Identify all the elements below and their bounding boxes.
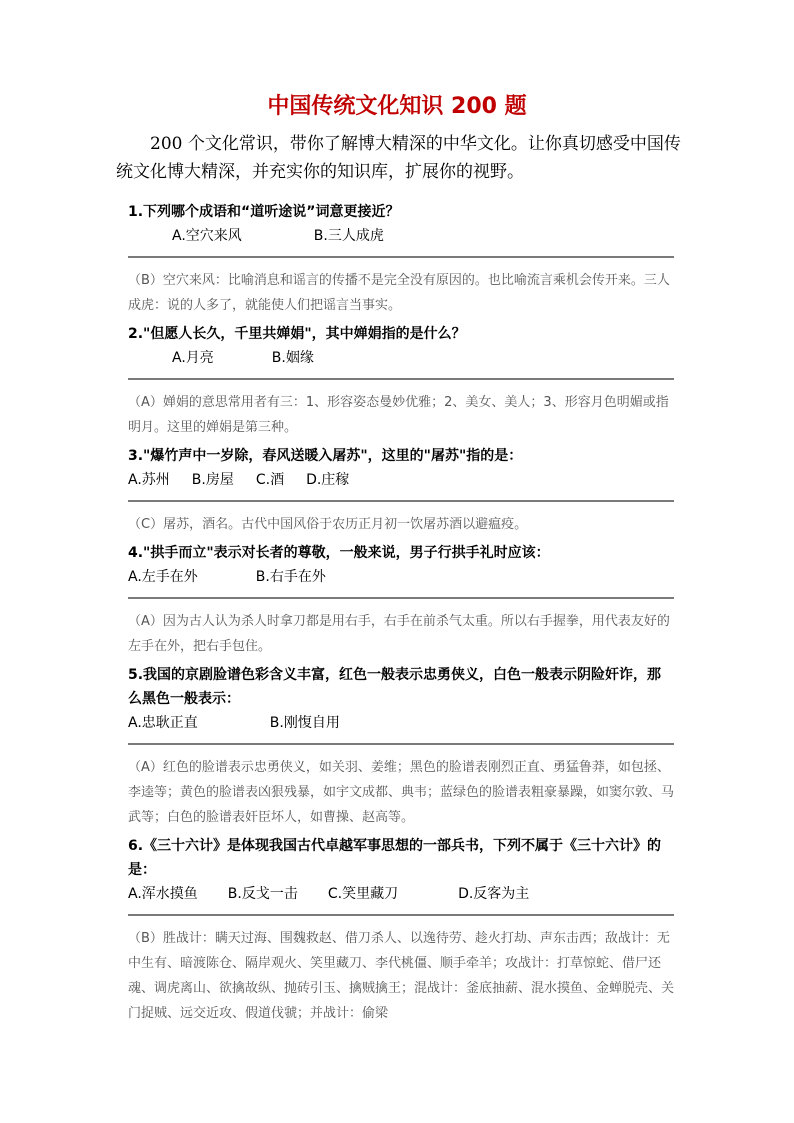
options-row: [128, 346, 674, 370]
answer-explanation: （C）屠苏，酒名。古代中国风俗于农历正月初一饮屠苏酒以避瘟疫。: [128, 517, 528, 532]
answer-explanation: （B）胜战计：瞒天过海、围魏救赵、借刀杀人、以逸待劳、趁火打劫、声东击西；敌战计：无中生有、暗渡陈仓、隔岸观火、笑里藏刀、李代桃僵、顺手牵羊；攻战计：打草惊蛇、借尸还魂、调虎离山、欲擒故纵、抛砖引玉、擒贼擒王；混战计：釜底抽薪、混水摸鱼、金蝉脱壳、关门捉贼、远交近攻、假道伐虢；并战计：偷梁: [128, 931, 675, 1021]
question-list: [128, 196, 674, 1026]
question-text: 6.《三十六计》是体现我国古代卓越军事思想的一部兵书，下列不属于《三十六计》的是：: [128, 838, 662, 878]
answer-explanation: （B）空穴来风：比喻消息和谣言的传播不是完全没有原因的。也比喻流言乘机会传开来。三人成虎：说的人多了，就能使人们把谣言当事实。: [128, 273, 670, 313]
question-text: 2."但愿人长久，千里共婵娟"，其中婵娟指的是什么？: [128, 326, 466, 342]
option-b: B.房屋: [191, 472, 234, 488]
answer-explanation: （A）婵娟的意思常用者有三：1、形容姿态曼妙优雅；2、美女、美人；3、形容月色明媚或指明月。这里的婵娟是第三种。: [128, 395, 669, 435]
option-b: B.右手在外: [255, 569, 326, 585]
divider: [128, 597, 674, 599]
option-a: A.浑水摸鱼: [128, 886, 198, 902]
option-a: A.左手在外: [128, 569, 198, 585]
divider: [128, 378, 674, 380]
option-a: A.月亮: [172, 350, 214, 366]
answer-explanation: （A）因为古人认为杀人时拿刀都是用右手，右手在前杀气太重。所以右手握拳，用代表友好的左手在外，把右手包住。: [128, 614, 670, 654]
question-text: 5.我国的京剧脸谱色彩含义丰富，红色一般表示忠勇侠义，白色一般表示阴险奸诈，那么黑色一般表示：: [128, 667, 662, 707]
divider: [128, 743, 674, 745]
option-d: D.庄稼: [306, 472, 350, 488]
intro-paragraph: 200 个文化常识，带你了解博大精深的中华文化。让你真切感受中国传统文化博大精深，并充实你的知识库，扩展你的视野。: [116, 134, 681, 182]
divider: [128, 500, 674, 502]
options-row: [128, 468, 674, 492]
option-a: A.空穴来风: [172, 228, 242, 244]
option-a: A.苏州: [128, 472, 170, 488]
options-row: [128, 882, 674, 906]
question-text: 1.下列哪个成语和“道听途说”词意更接近？: [128, 204, 400, 220]
question-text: 4."拱手而立"表示对长者的尊敬，一般来说，男子行拱手礼时应该：: [128, 545, 550, 561]
option-c: C.酒: [255, 472, 285, 488]
divider: [128, 914, 674, 916]
options-row: [128, 565, 674, 589]
divider: [128, 256, 674, 258]
options-row: [128, 711, 674, 735]
option-b: B.反戈一击: [227, 886, 298, 902]
option-b: B.三人成虎: [313, 228, 384, 244]
options-row: [128, 224, 674, 248]
page-title: 中国传统文化知识 200 题: [267, 94, 527, 119]
question-text: 3."爆竹声中一岁除，春风送暖入屠苏"，这里的"屠苏"指的是：: [128, 448, 523, 464]
option-b: B.刚愎自用: [269, 715, 340, 731]
option-b: B.姻缘: [271, 350, 314, 366]
answer-explanation: （A）红色的脸谱表示忠勇侠义，如关羽、姜维；黑色的脸谱表刚烈正直、勇猛鲁莽，如包拯、李逵等；黄色的脸谱表凶狠残暴，如宇文成都、典韦；蓝绿色的脸谱表粗豪暴躁，如窦尔敦、马武等；白色的脸谱表奸臣坏人，如曹操、赵高等。: [128, 760, 675, 825]
option-c: C.笑里藏刀: [327, 886, 399, 902]
option-d: D.反客为主: [458, 886, 530, 902]
option-a: A.忠耿正直: [128, 715, 198, 731]
